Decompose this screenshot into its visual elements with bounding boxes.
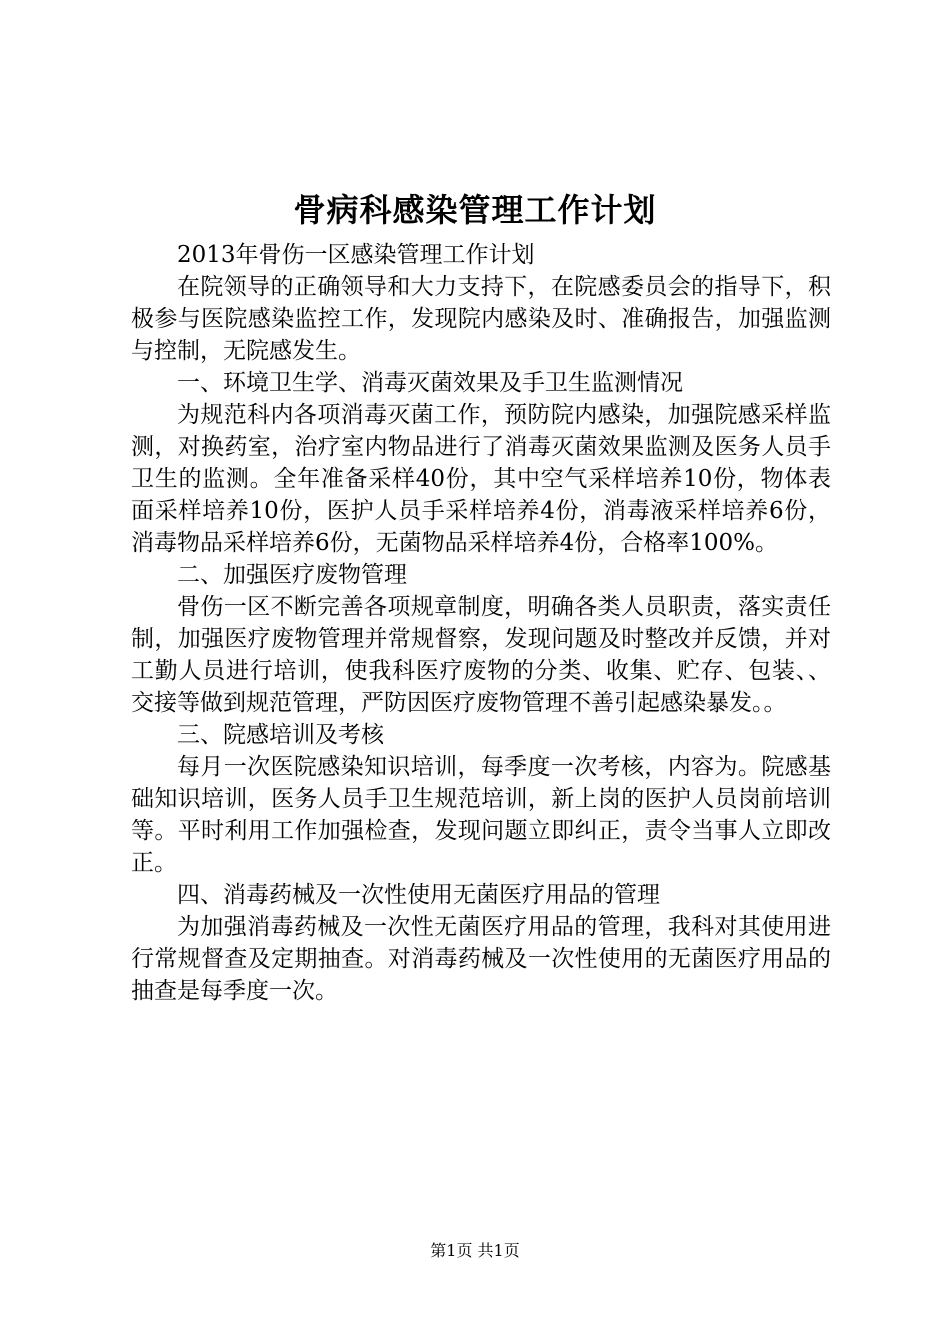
page-number-footer: 第1页 共1页: [430, 1241, 520, 1260]
section-heading-3: 三、院感培训及考核: [177, 722, 384, 748]
section-heading-4: 四、消毒药械及一次性使用无菌医疗用品的管理: [177, 882, 660, 908]
section-heading-1: 一、环境卫生学、消毒灭菌效果及手卫生监测情况: [177, 370, 683, 396]
paragraph-intro: 在院领导的正确领导和大力支持下，在院感委员会的指导下，积极参与医院感染监控工作，发现院内感染及时、准确报告，加强监测与控制，无院感发生。: [131, 274, 831, 364]
paragraph-subtitle: 2013年骨伤一区感染管理工作计划: [177, 242, 535, 268]
paragraph-section-2: 骨伤一区不断完善各项规章制度，明确各类人员职责，落实责任制，加强医疗废物管理并常规督察，发现问题及时整改并反馈，并对工勤人员进行培训，使我科医疗废物的分类、收集、贮存、包装、、交接等做到规范管理，严防因医疗废物管理不善引起感染暴发。。: [131, 594, 831, 716]
section-heading-2: 二、加强医疗废物管理: [177, 562, 407, 588]
document-body: [131, 239, 831, 1007]
paragraph-section-1: 为规范科内各项消毒灭菌工作，预防院内感染，加强院感采样监测，对换药室，治疗室内物品进行了消毒灭菌效果监测及医务人员手卫生的监测。全年准备采样40份，其中空气采样培养10份，物体表面采样培养10份，医护人员手采样培养4份，消毒液采样培养6份，消毒物品采样培养6份，无菌物品采样培养4份，合格率100%。: [131, 402, 831, 556]
paragraph-section-4: 为加强消毒药械及一次性无菌医疗用品的管理，我科对其使用进行常规督查及定期抽查。对消毒药械及一次性使用的无菌医疗用品的抽查是每季度一次。: [131, 914, 831, 1004]
paragraph-section-3: 每月一次医院感染知识培训，每季度一次考核，内容为。院感基础知识培训，医务人员手卫生规范培训，新上岗的医护人员岗前培训等。平时利用工作加强检查，发现问题立即纠正，责令当事人立即改正。: [131, 754, 831, 876]
document-title: 骨病科感染管理工作计划: [293, 191, 657, 229]
